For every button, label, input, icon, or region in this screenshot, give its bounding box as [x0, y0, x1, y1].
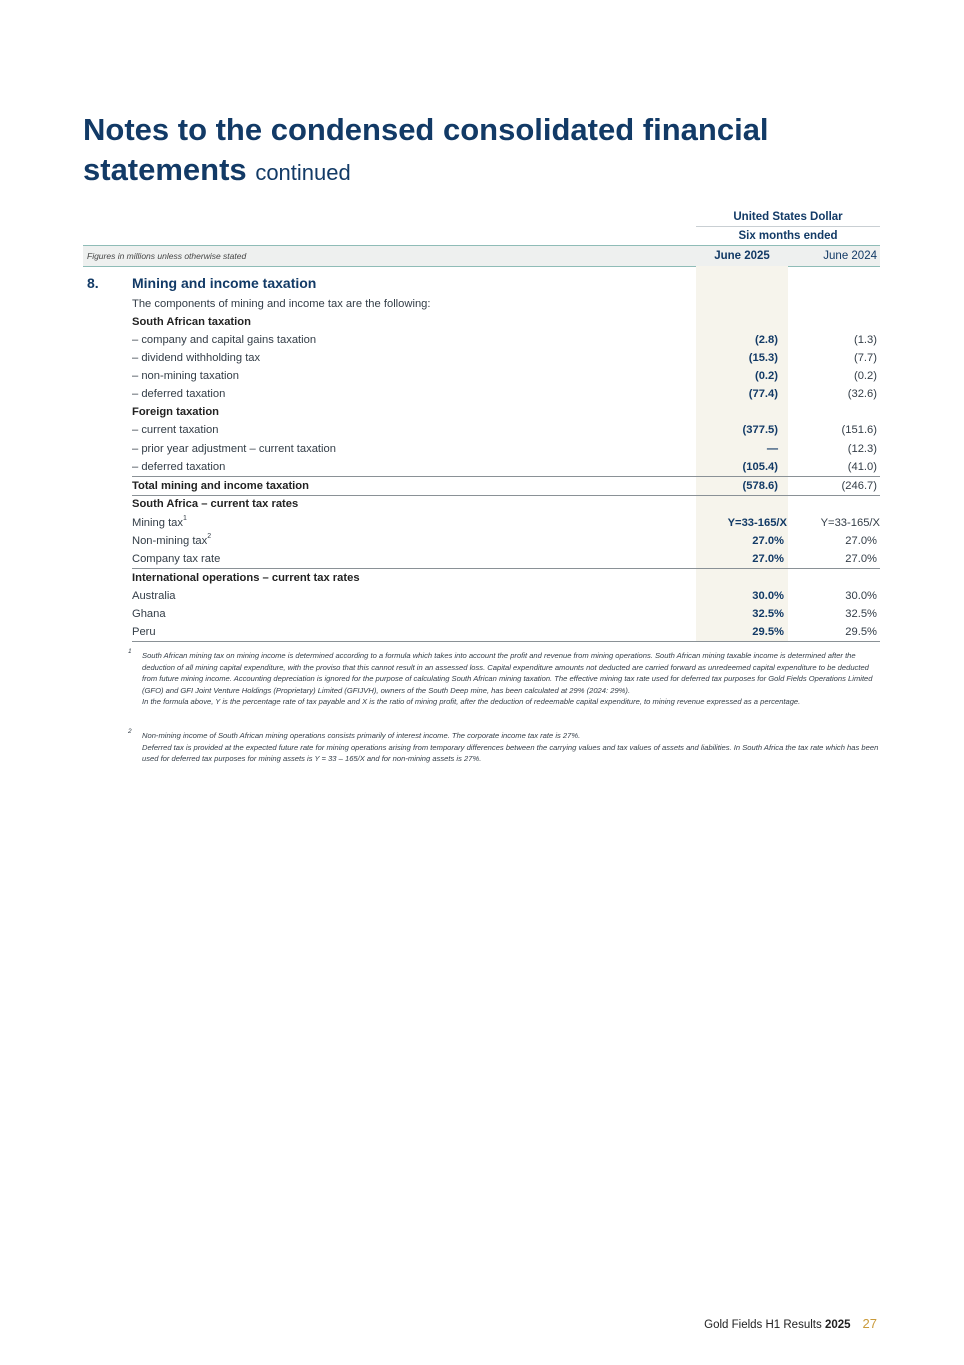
section-number: 8.: [87, 275, 99, 291]
page-title: [83, 110, 903, 193]
column-header-bar: [83, 245, 880, 267]
period-header: Six months ended: [738, 230, 838, 242]
table-row: South African taxation: [132, 316, 251, 328]
footnote-1-number: 1: [128, 648, 132, 655]
table-row: International operations – current tax rates: [132, 572, 360, 584]
figures-note: Figures in millions unless otherwise stated: [87, 251, 247, 261]
table-row: Company tax rate 27.0% 27.0%: [132, 550, 880, 569]
intro-text: The components of mining and income tax are the following:: [132, 298, 431, 310]
table-row: Foreign taxation: [132, 406, 220, 418]
table-row: – current taxation (377.5) (151.6): [132, 424, 877, 436]
section-title: Mining and income taxation: [132, 275, 317, 291]
table-row: – company and capital gains taxation (2.8) (1.3): [132, 334, 877, 346]
column-june-2024: June 2024: [823, 250, 877, 262]
footnote-2-number: 2: [128, 728, 132, 735]
table-row: – prior year adjustment – current taxation — (12.3): [132, 443, 877, 455]
table-row: – deferred taxation (105.4) (41.0): [132, 461, 877, 473]
title-main: Notes to the condensed consolidated financial statements: [83, 112, 769, 187]
table-row: South Africa – current tax rates: [132, 498, 299, 510]
table-row: – non-mining taxation (0.2) (0.2): [132, 370, 877, 382]
table-row: Mining tax$^1$ Y=33-165/X Y=33-165/X: [132, 515, 880, 529]
table-row: Non-mining tax$^2$ 27.0% 27.0%: [132, 533, 877, 547]
table-row: Ghana 32.5% 32.5%: [132, 608, 877, 620]
footnote-1: South African mining tax on mining income is determined according to a formula which takes into account the profit and revenue from mining operations. South African mining taxable income is determined after the deduction of all mining capital expenditure, with the proviso that this cannot result in an assessed loss. Capital expenditure amounts not deducted are carried forward as unredeemed capital expenditure to be deducted from future mining income. Accounting depreciation is ignored for the purpose of calculating South African mining taxation. The effective mining tax rate used for deferred tax purposes for Gold Fields Operations Limited (GFO) and GFI Joint Venture Holdings (Proprietary) Limited (GFIJVH), owners of the South Deep mine, has been calculated at 29% (2024: 29%). In the formula above, Y is the percentage rate of tax payable and X is the ratio of mining profit, after the deduction of redeemable capital expenditure, to mining revenue expressed as a percentage.: [142, 651, 873, 707]
footnote-2: Non-mining income of South African mining operations consists primarily of interest income. The corporate income tax rate is 27%. Deferred tax is provided at the expected future rate for mining operations arising from temporary differences between the carrying values and tax values of assets and liabilities. In South Africa the tax rate which has been used for deferred tax purposes for mining assets is Y = 33 – 165/X and for non-mining assets is 27%.: [142, 731, 879, 764]
total-row: Total mining and income taxation (578.6) (246.7): [132, 476, 880, 496]
currency-header: United States Dollar: [696, 209, 880, 227]
table-row: Australia 30.0% 30.0%: [132, 590, 877, 602]
title-continued: continued: [255, 160, 351, 185]
table-row: – dividend withholding tax (15.3) (7.7): [132, 352, 877, 364]
column-june-2025: June 2025: [714, 250, 770, 262]
footnote-ref: 1: [183, 515, 187, 523]
table-row: Peru 29.5% 29.5%: [132, 623, 880, 642]
page-footer: Gold Fields H1 Results 2025 27: [704, 1316, 877, 1331]
table-row: – deferred taxation (77.4) (32.6): [132, 388, 877, 400]
footnote-ref: 2: [207, 533, 212, 541]
page-number: 27: [862, 1316, 877, 1331]
